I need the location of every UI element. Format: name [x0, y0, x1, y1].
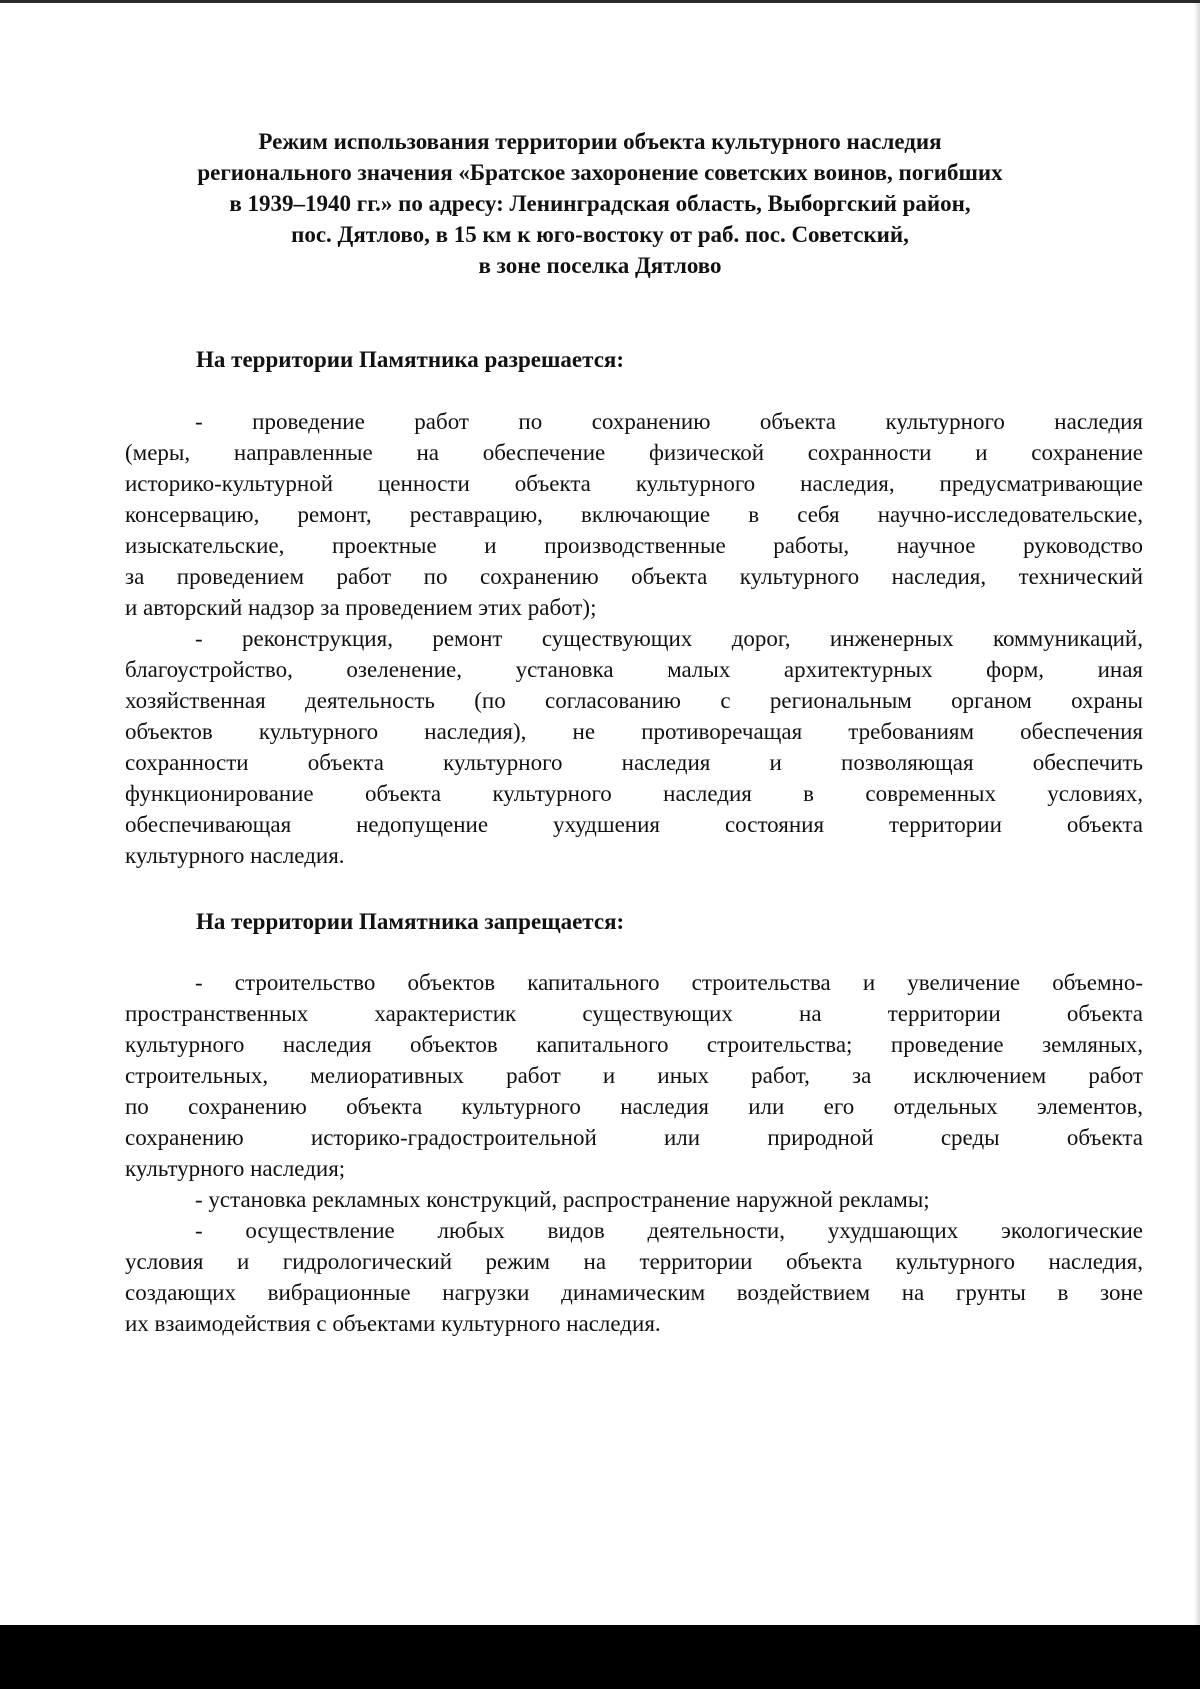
allowed-section-heading: На территории Памятника разрешается: [196, 347, 625, 372]
text-line: строительных, мелиоративных работ и иных работ, за исключением работ [125, 1063, 1143, 1088]
text-line: сохранности объекта культурного наследия и позволяющая обеспечить [125, 750, 1143, 775]
text-line: - реконструкция, ремонт существующих дорог, инженерных коммуникаций, [195, 626, 1143, 651]
prohibited-section-text [125, 967, 1143, 1339]
text-line: - осуществление любых видов деятельности, ухудшающих экологические [195, 1218, 1143, 1243]
text-line: изыскательские, проектные и производственные работы, научное руководство [125, 533, 1143, 558]
text-line: хозяйственная деятельность (по согласованию с региональным органом охраны [125, 688, 1143, 713]
text-line: обеспечивающая недопущение ухудшения состояния территории объекта [125, 812, 1143, 837]
text-line: пространственных характеристик существующих на территории объекта [125, 1001, 1143, 1026]
scan-bottom-band [0, 1625, 1200, 1689]
text-line: функционирование объекта культурного наследия в современных условиях, [125, 781, 1143, 806]
text-line: историко-культурной ценности объекта культурного наследия, предусматривающие [125, 471, 1143, 496]
title-line: в зоне поселка Дятлово [478, 253, 722, 278]
text-line: - проведение работ по сохранению объекта культурного наследия [195, 409, 1143, 434]
scan-edge-shadow [1194, 3, 1200, 1625]
text-line: культурного наследия объектов капитального строительства; проведение земляных, [125, 1032, 1143, 1057]
text-line: объектов культурного наследия), не противоречащая требованиям обеспечения [125, 719, 1143, 744]
text-line: сохранению историко-градостроительной или природной среды объекта [125, 1125, 1143, 1150]
text-line: создающих вибрационные нагрузки динамическим воздействием на грунты в зоне [125, 1280, 1143, 1305]
title-line: регионального значения «Братское захоронение советских воинов, погибших [197, 160, 1003, 185]
title-line: в 1939–1940 гг.» по адресу: Ленинградская область, Выборгский район, [229, 191, 971, 216]
title-line: пос. Дятлово, в 15 км к юго-востоку от раб. пос. Советский, [291, 222, 909, 247]
text-line: консервацию, ремонт, реставрацию, включающие в себя научно-исследовательские, [125, 502, 1143, 527]
text-line: за проведением работ по сохранению объекта культурного наследия, технический [125, 564, 1143, 589]
text-line: - установка рекламных конструкций, распространение наружной рекламы; [195, 1187, 930, 1212]
text-line: культурного наследия; [125, 1156, 346, 1181]
text-line: - строительство объектов капитального строительства и увеличение объемно- [195, 970, 1143, 995]
text-line: условия и гидрологический режим на территории объекта культурного наследия, [125, 1249, 1143, 1274]
document-page [0, 3, 1200, 1625]
title-line: Режим использования территории объекта культурного наследия [258, 129, 942, 154]
prohibited-section-heading: На территории Памятника запрещается: [196, 909, 625, 934]
text-line: благоустройство, озеленение, установка малых архитектурных форм, иная [125, 657, 1143, 682]
text-line: их взаимодействия с объектами культурного наследия. [125, 1311, 661, 1336]
text-line: и авторский надзор за проведением этих работ); [125, 595, 597, 620]
document-title [120, 126, 1080, 281]
text-line: (меры, направленные на обеспечение физической сохранности и сохранение [125, 440, 1143, 465]
allowed-section-text [125, 406, 1143, 871]
text-line: по сохранению объекта культурного наследия или его отдельных элементов, [125, 1094, 1143, 1119]
text-line: культурного наследия. [125, 843, 345, 868]
